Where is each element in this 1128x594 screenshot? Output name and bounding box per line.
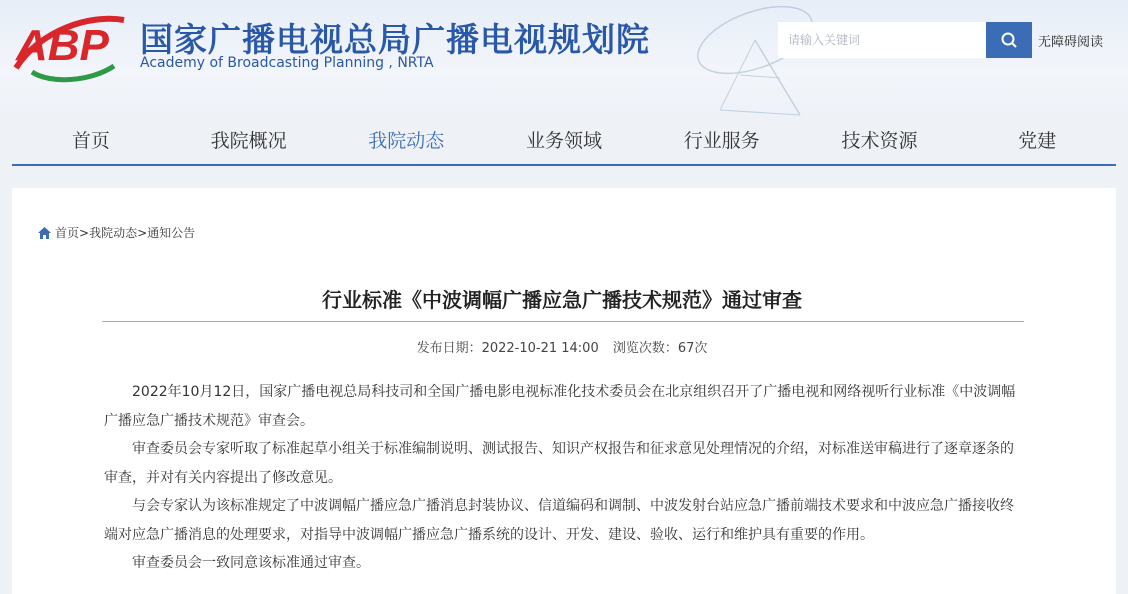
title-divider xyxy=(102,321,1024,322)
content-panel xyxy=(12,188,1116,594)
nav-item-about[interactable]: 我院概况 xyxy=(210,130,287,152)
publish-date-label: 发布日期： xyxy=(416,341,482,356)
nav-item-industry-service[interactable]: 行业服务 xyxy=(683,130,760,152)
site-subtitle: Academy of Broadcasting Planning , NRTA xyxy=(140,55,434,71)
article-body xyxy=(104,378,1022,578)
breadcrumb xyxy=(38,224,195,241)
site-header xyxy=(0,0,1128,118)
breadcrumb-separator: > xyxy=(137,225,148,240)
satellite-dish-decoration xyxy=(680,0,830,118)
breadcrumb-separator: > xyxy=(79,225,90,240)
article-paragraph: 审查委员会专家听取了标准起草小组关于标准编制说明、测试报告、知识产权报告和征求意见处理情况的介绍，对标准送审稿进行了逐章逐条的审查，并对有关内容提出了修改意见。 xyxy=(104,441,1014,486)
search-button[interactable] xyxy=(986,22,1032,58)
site-title[interactable]: 国家广播电视总局广播电视规划院 xyxy=(140,20,650,59)
nav-item-tech-resources[interactable]: 技术资源 xyxy=(841,130,918,152)
main-nav xyxy=(12,118,1116,166)
search-icon xyxy=(1000,31,1018,49)
breadcrumb-home[interactable]: 首页 xyxy=(55,226,80,240)
article-paragraph: 审查委员会一致同意该标准通过审查。 xyxy=(132,555,370,571)
accessibility-link[interactable]: 无障碍阅读 xyxy=(1038,35,1104,50)
home-icon xyxy=(38,227,51,239)
breadcrumb-current[interactable]: 通知公告 xyxy=(147,226,196,240)
svg-text:ABP: ABP xyxy=(16,21,109,70)
article-paragraph: 与会专家认为该标准规定了中波调幅广播应急广播消息封装协议、信道编码和调制、中波发射台站应急广播前端技术要求和中波应急广播接收终端对应急广播消息的处理要求，对指导中波调幅广播应急广播系统的设计、开发、建设、验收、运行和维护具有重要的作用。 xyxy=(104,498,1014,543)
nav-item-home[interactable]: 首页 xyxy=(71,130,110,152)
nav-item-news[interactable]: 我院动态 xyxy=(368,130,445,152)
breadcrumb-section[interactable]: 我院动态 xyxy=(89,226,138,240)
publish-date: 2022-10-21 14:00 xyxy=(481,341,599,356)
view-count: 67次 xyxy=(677,341,708,356)
article-meta xyxy=(102,337,1022,356)
nav-item-business[interactable]: 业务领域 xyxy=(526,130,603,152)
nav-item-party[interactable]: 党建 xyxy=(1018,130,1057,152)
view-count-label: 浏览次数： xyxy=(612,341,678,356)
article-title: 行业标准《中波调幅广播应急广播技术规范》通过审查 xyxy=(322,288,802,312)
article-paragraph: 2022年10月12日，国家广播电视总局科技司和全国广播电影电视标准化技术委员会在北京组织召开了广播电视和网络视听行业标准《中波调幅广播应急广播技术规范》审查会。 xyxy=(104,384,1016,429)
abp-logo[interactable] xyxy=(10,10,128,84)
search-input[interactable] xyxy=(778,22,986,58)
